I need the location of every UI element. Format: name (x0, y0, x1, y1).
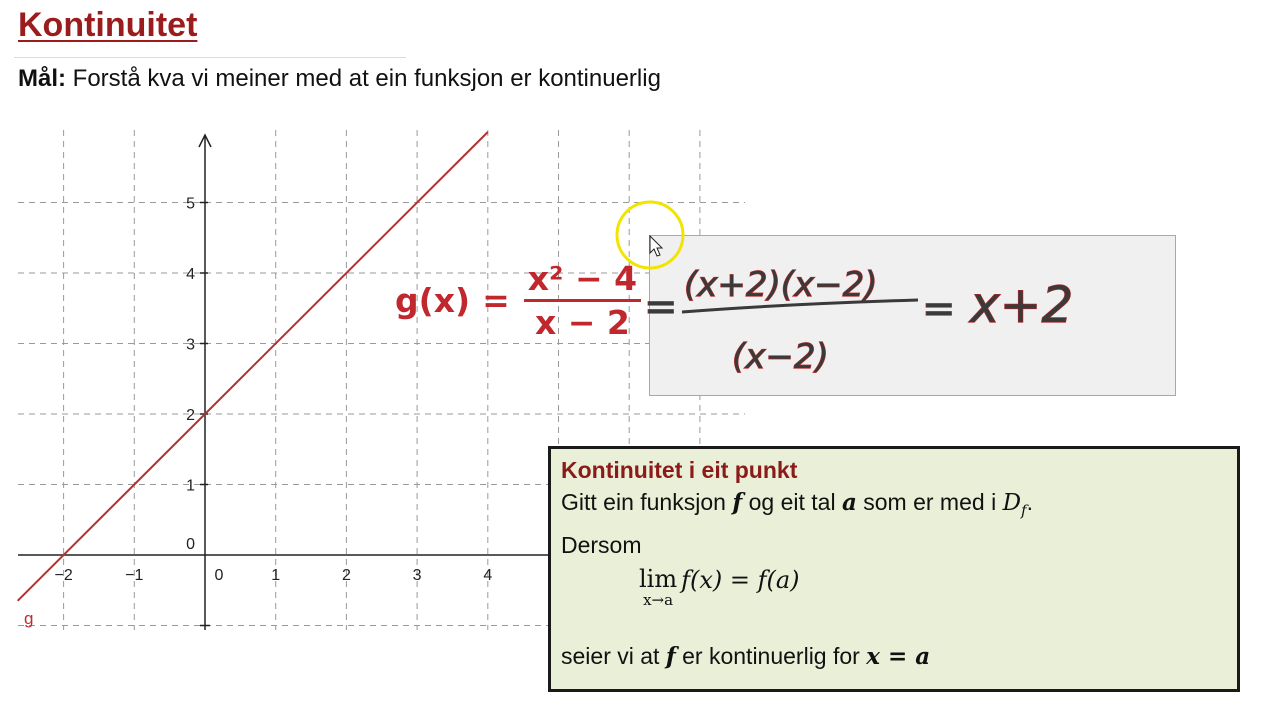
handwritten-result: x+2 (970, 276, 1074, 334)
def-period: . (1026, 489, 1033, 515)
def-symbol-f: f (732, 489, 743, 516)
limit-operator (639, 565, 677, 607)
definition-line-2: Dersom (561, 531, 642, 558)
x-tick-label: −1 (125, 567, 144, 584)
limit-word: lim (639, 565, 678, 593)
def-x-equals-a: x = a (866, 643, 931, 670)
formula-lhs: g(x) (395, 281, 471, 320)
x-tick-labels (54, 567, 492, 584)
def-text-in-domain: som er med i (856, 489, 1003, 515)
limit-equation: f(x) = f(a) (681, 566, 800, 594)
def-text-we-say: seier vi at (561, 643, 666, 669)
def-symbol-domain: D (1002, 490, 1022, 516)
x-tick-label: 4 (483, 567, 493, 584)
formula-fraction (524, 259, 641, 342)
def-text-and-number: og eit tal (742, 489, 842, 515)
handwritten-numerator: (x+2)(x−2) (684, 265, 878, 305)
formula-numerator: x² − 4 (524, 262, 641, 302)
y-tick-label: 4 (186, 266, 195, 283)
handwritten-equals-2: = (922, 286, 956, 332)
formula-equals: = (482, 281, 510, 320)
handwritten-denominator: (x−2) (732, 337, 829, 377)
definition-box (548, 446, 1240, 692)
x-tick-label: −2 (54, 567, 73, 584)
limit-expression (639, 565, 800, 607)
def-text-continuous-for: er kontinuerlig for (675, 643, 867, 669)
x-tick-label: 1 (271, 567, 281, 584)
x-tick-label: 2 (341, 567, 351, 584)
y-tick-label: 2 (186, 407, 195, 424)
goal-text: Forstå kva vi meiner med at ein funksjon er kontinuerlig (66, 65, 661, 92)
def-text-given: Gitt ein funksjon (561, 489, 733, 515)
y-tick-label: 3 (186, 336, 195, 354)
y-tick-label: 0 (186, 536, 195, 553)
x-tick-label: 3 (412, 567, 422, 584)
def-symbol-f-2: f (665, 643, 676, 670)
def-symbol-a: a (841, 489, 857, 516)
definition-line-1 (561, 485, 1227, 528)
definition-line-3 (561, 639, 930, 674)
y-tick-labels (186, 196, 195, 554)
goal-label: Mål: (18, 65, 66, 92)
definition-title: Kontinuitet i eit punkt (561, 457, 798, 483)
slide-title: Kontinuitet (18, 6, 198, 44)
handwriting-panel (649, 235, 1176, 396)
function-label-g: g (24, 609, 34, 628)
formula-denominator: x − 2 (534, 303, 630, 342)
x-tick-label: 0 (214, 567, 224, 584)
limit-subscript: x→a (643, 591, 674, 609)
formula-g (395, 259, 641, 342)
y-tick-label: 1 (186, 477, 195, 495)
def-symbol-domain-sub: f (1021, 501, 1027, 520)
y-tick-label: 5 (186, 195, 195, 213)
handwritten-equals-1: = (644, 284, 678, 330)
